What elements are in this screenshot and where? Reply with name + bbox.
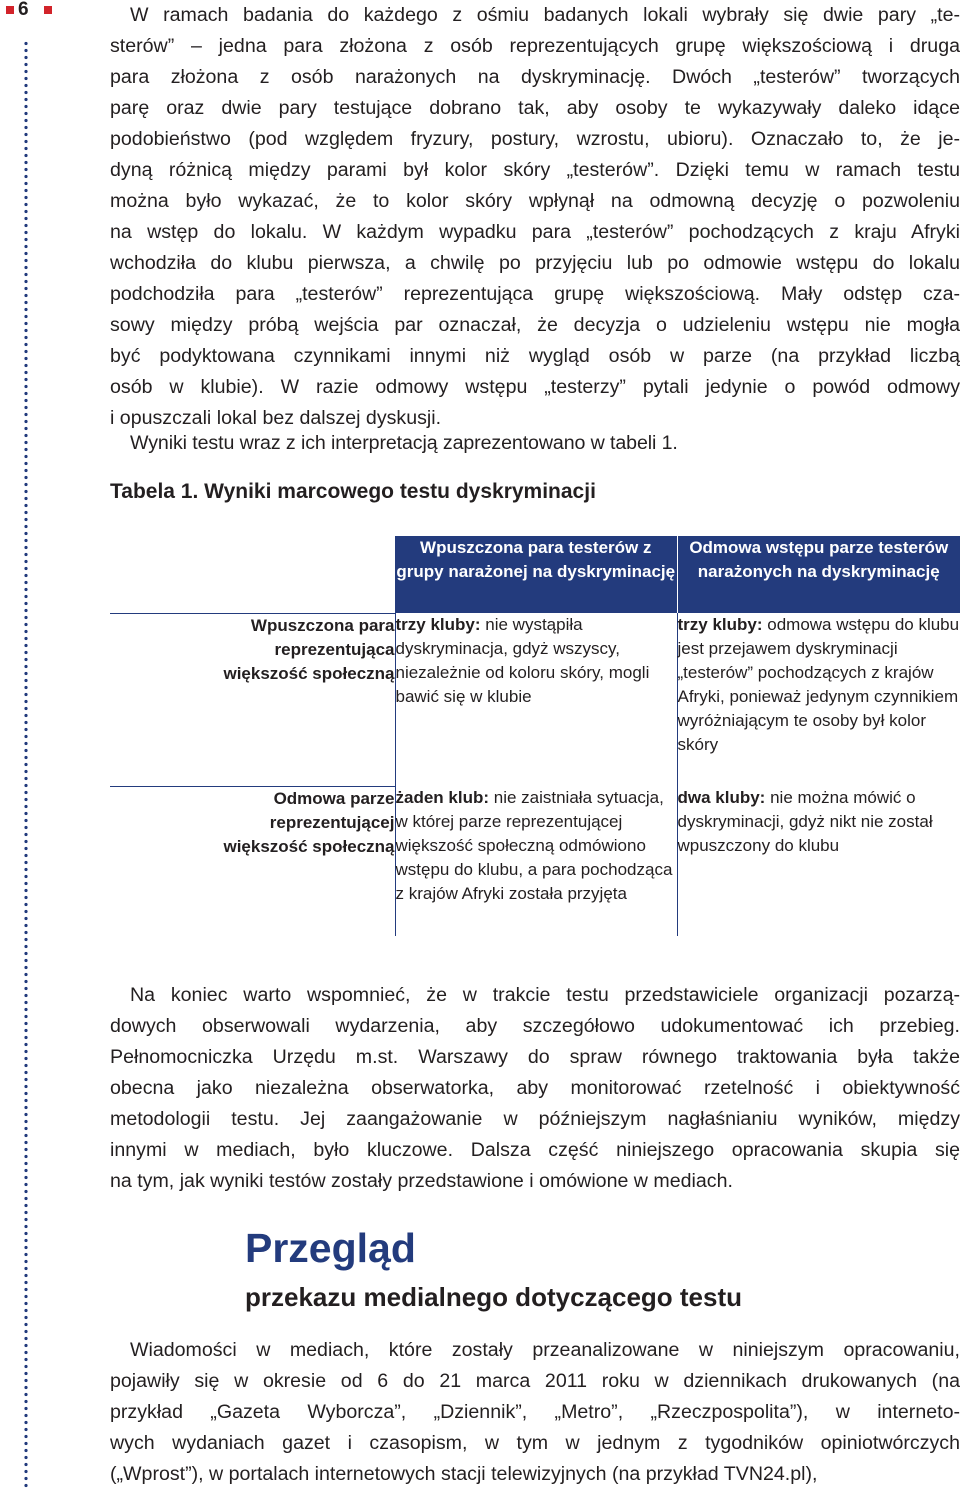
cell-text: nie można mówić o dyskryminacji, gdyż nikt nie został wpuszczony do klubu <box>677 788 933 855</box>
text-line: dowych obserwowali wydarzenia, aby szczegółowo udokumentować ich przebieg. <box>110 1015 960 1037</box>
text-line: innymi w mediach, było kluczowe. Dalsza część niniejszego opracowania skupia się <box>110 1139 960 1161</box>
text-line: metodologii testu. Jej zaangażowanie w późniejszym nagłaśnianiu wyników, między <box>110 1108 960 1130</box>
table-cell <box>677 786 960 936</box>
text-line: para złożona z osób narażonych na dyskryminację. Dwóch „testerów” tworzących <box>110 66 960 88</box>
paragraph-observers <box>110 980 960 1197</box>
table-row <box>110 786 960 936</box>
cell-count: trzy kluby: <box>395 615 481 634</box>
text-line: obecna jako niezależna obserwatorka, aby monitorować rzetelność i obiektywność <box>110 1077 960 1099</box>
row-header-label: Wpuszczona para reprezentująca większość społeczną <box>223 615 395 683</box>
cell-count: dwa kluby: <box>677 788 766 807</box>
table-cell <box>395 613 677 786</box>
text-line: Wiadomości w mediach, które zostały przeanalizowane w niniejszym opracowaniu, <box>130 1339 960 1361</box>
table-title: Tabela 1. Wyniki marcowego testu dyskryminacji <box>110 480 596 503</box>
paragraph-media <box>110 1335 960 1490</box>
text-line: W ramach badania do każdego z ośmiu badanych lokali wybrały się dwie pary „te- <box>130 4 960 26</box>
page-margin-decoration <box>0 0 60 1489</box>
row-header-label: Odmowa parze reprezentującej większość społeczną <box>223 788 395 856</box>
text-line: i opuszczali lokal bez dalszej dyskusji. <box>110 407 442 429</box>
text-line: dyną różnicą między parami był kolor skóry „testerów”. Dzięki temu w ramach testu <box>110 159 960 181</box>
paragraph-intro <box>110 0 960 434</box>
text-line: podchodziła para „testerów” reprezentująca grupę większościową. Mały odstęp cza- <box>110 283 960 305</box>
row-header <box>110 786 395 936</box>
section-subtitle: przekazu medialnego dotyczącego testu <box>245 1282 743 1312</box>
page-number: 6 <box>18 0 29 20</box>
text-line: podobieństwo (pod względem fryzury, postury, wzrostu, ubioru). Oznaczało to, że je- <box>110 128 960 150</box>
text-line: wych wydaniach gazet i czasopism, w tym w jednym z tygodników opiniotwórczych <box>110 1432 960 1454</box>
cell-text: nie wystąpiła dyskryminacja, gdyż wszyscy, niezależnie od koloru skóry, mogli bawić się w klubie <box>395 615 650 706</box>
dotted-margin-line <box>24 40 28 1489</box>
text-line: osób w klubie). W razie odmowy wstępu „testerzy” pytali jedynie o powód odmowy <box>110 376 960 398</box>
table-row <box>110 613 960 786</box>
cell-text: nie zaistniała sytuacja, w której parze reprezentującej większość społeczną odmówiono wstępu do klubu, a para pochodząca z krajów Afryki została przyjęta <box>395 788 673 903</box>
cell-count: żaden klub: <box>395 788 490 807</box>
red-square-marker <box>44 6 52 14</box>
text-line: być podyktowana czynnikami innymi niż wygląd osób w parze (na przykład liczbą <box>110 345 960 367</box>
red-square-marker <box>6 6 14 14</box>
paragraph-table-intro <box>110 428 960 459</box>
text-line: wchodziła do klubu pierwsza, a chwilę po przyjęciu lub po odmowie wstępu do lokalu <box>110 252 960 274</box>
text-line: parę oraz dwie pary testujące dobrano tak, aby osoby te wykazywały daleko idące <box>110 97 960 119</box>
cell-count: trzy kluby: <box>677 615 763 634</box>
paragraph-text: Wyniki testu wraz z ich interpretacją zaprezentowano w tabeli 1. <box>130 432 678 454</box>
column-header: Wpuszczona para testerów z grupy narażonej na dyskryminację <box>395 536 677 613</box>
text-line: można było wykazać, że to kolor skóry wpłynął na odmowną decyzję o pozwoleniu <box>110 190 960 212</box>
column-header: Odmowa wstępu parze testerów narażonych na dyskryminację <box>677 536 960 613</box>
table-cell <box>395 786 677 936</box>
text-line: przykład „Gazeta Wyborcza”, „Dziennik”, „Metro”, „Rzeczpospolita”), w interneto- <box>110 1401 960 1423</box>
text-line: Na koniec warto wspomnieć, że w trakcie testu przedstawiciele organizacji pozarzą- <box>130 984 960 1006</box>
table-corner-cell <box>110 536 395 613</box>
section-title: Przegląd <box>245 1225 416 1271</box>
cell-text: odmowa wstępu do klubu jest przejawem dyskryminacji „testerów” pochodzących z krajów Afryki, ponieważ jedynym czynnikiem wyróżniającym te osoby był kolor skóry <box>677 615 960 754</box>
row-header <box>110 613 395 786</box>
text-line: sowy między próbą wejścia par oznaczał, że decyzja o udzieleniu wstępu nie mogła <box>110 314 960 336</box>
table-cell <box>677 613 960 786</box>
text-line: na tym, jak wyniki testów zostały przedstawione i omówione w mediach. <box>110 1170 733 1192</box>
text-line: na wstęp do lokalu. W każdym wypadku para „testerów” pochodzących z kraju Afryki <box>110 221 960 243</box>
text-line: sterów” – jedna para złożona z osób reprezentujących grupę większościową i druga <box>110 35 960 57</box>
results-table <box>110 536 960 936</box>
text-line: pojawiły się w okresie od 6 do 21 marca 2011 roku w dziennikach drukowanych (na <box>110 1370 960 1392</box>
text-line: („Wprost”), w portalach internetowych stacji telewizyjnych (na przykład TVN24.pl), <box>110 1463 818 1485</box>
text-line: Pełnomocniczka Urzędu m.st. Warszawy do spraw równego traktowania była także <box>110 1046 960 1068</box>
